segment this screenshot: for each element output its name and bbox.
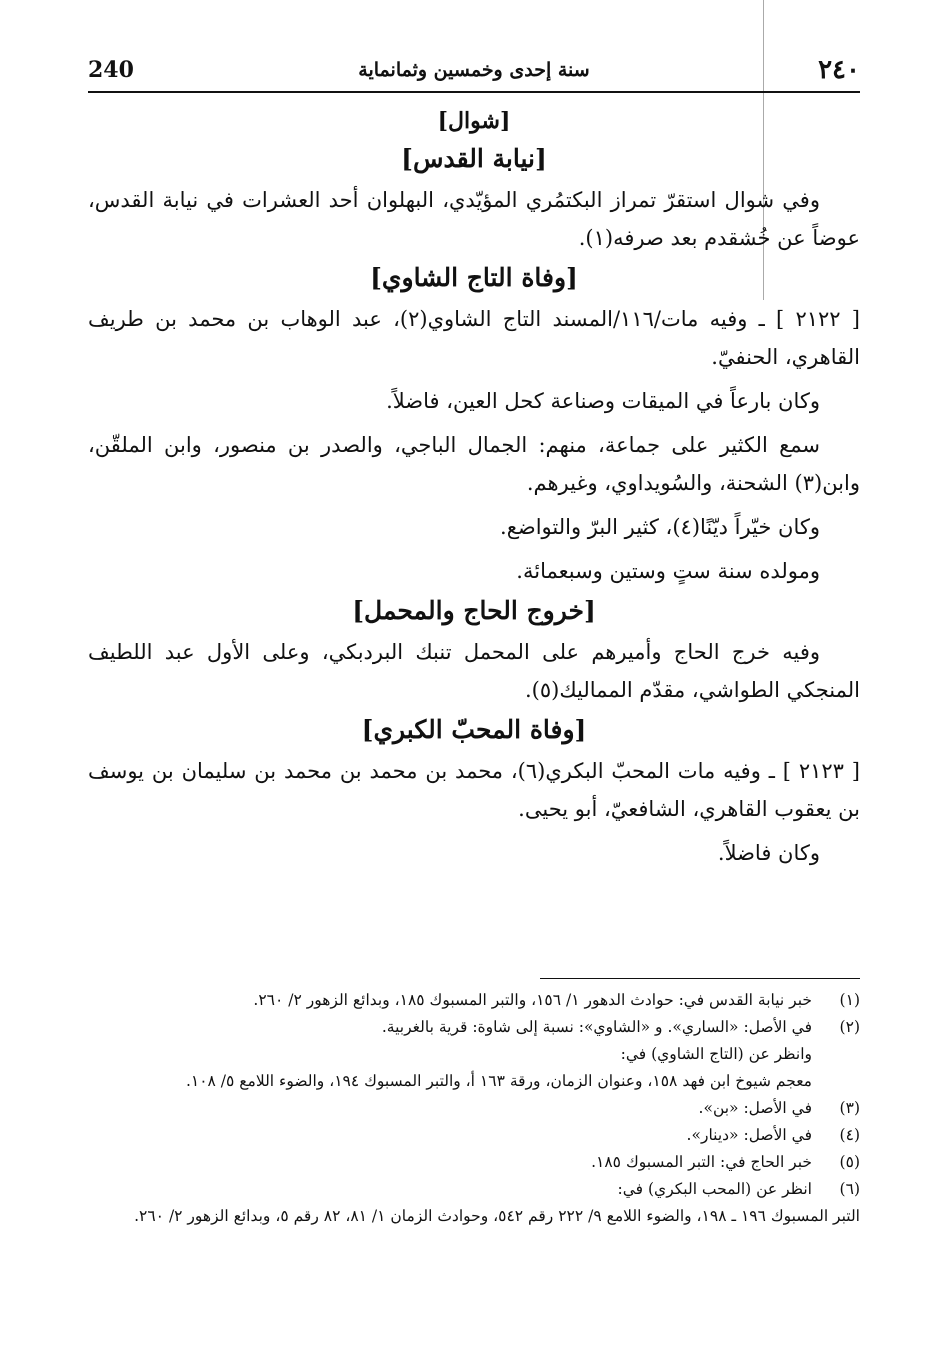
footnote-text: في الأصل: «الساري». و «الشاوي»: نسبة إلى شاوة: قرية بالغربية. <box>381 1018 812 1036</box>
footnote-text: معجم شيوخ ابن فهد ١٥٨، وعنوان الزمان، ورقة ١٦٣ أ، والتبر المسبوك ١٩٤، والضوء اللامع ٥/ ١٠٨. <box>185 1072 812 1090</box>
footnote-continuation <box>88 1203 860 1230</box>
footnote-text: وانظر عن (التاج الشاوي) في: <box>620 1045 812 1063</box>
footnote-text: التبر المسبوك ١٩٦ ـ ١٩٨، والضوء اللامع ٩/ ٢٢٢ رقم ٥٤٢، وحوادث الزمان ١/ ٨١، ٨٢ رقم ٥، وبدائع الزهور ٢/ ٢٦٠. <box>134 1207 860 1225</box>
paragraph: ومولده سنة ستٍ وستين وسبعمائة. <box>516 559 820 583</box>
footnote-number <box>812 1041 860 1068</box>
section-heading: [خروج الحاج والمحمل] <box>352 596 596 625</box>
footnote-number: (٥) <box>839 1153 860 1171</box>
footnote-text: خبر الحاج في: التبر المسبوك ١٨٥. <box>591 1153 812 1171</box>
footnote <box>88 1122 860 1149</box>
footnote-text: انظر عن (المحب البكري) في: <box>617 1180 812 1198</box>
section-heading: [وفاة المحبّ الكبري] <box>361 715 587 744</box>
footnote-number: (٣) <box>839 1099 860 1117</box>
footnote <box>88 1014 860 1041</box>
footnote-continuation <box>88 1068 860 1095</box>
footnote-divider <box>540 978 860 979</box>
paragraph: سمع الكثير على جماعة، منهم: الجمال الباجي، والصدر بن منصور، وابن الملقّن، وابن(٣) الشحنة، والسُويداوي، وغيرهم. <box>88 433 860 495</box>
footnote-continuation <box>88 1041 860 1068</box>
section-heading: [نيابة القدس] <box>401 144 547 173</box>
footnote <box>88 987 860 1014</box>
footnote-number: (٦) <box>839 1180 860 1198</box>
footnotes <box>88 987 860 1230</box>
paragraph: [ ٢١٢٢ ] ـ وفيه مات/١١٦/المسند التاج الشاوي(٢)، عبد الوهاب بن محمد بن طريف القاهري، الحنفيّ. <box>88 307 860 369</box>
paragraph: وكان خيّراً ديّنًا(٤)، كثير البرّ والتواضع. <box>500 515 820 539</box>
footnote <box>88 1149 860 1176</box>
page-header <box>88 55 860 93</box>
paragraph: وكان فاضلاً. <box>717 841 820 865</box>
main-text <box>88 108 860 878</box>
footnote-text: خبر نيابة القدس في: حوادث الدهور ١/ ١٥٦، والتبر المسبوك ١٨٥، وبدائع الزهور ٢/ ٢٦٠. <box>253 991 812 1009</box>
footnote-text: في الأصل: «دينار». <box>686 1126 812 1144</box>
page-number-arabic: ٢٤٠ <box>818 55 860 85</box>
footnote-number: (٤) <box>839 1126 860 1144</box>
paragraph: وفيه خرج الحاج وأميرهم على المحمل تنبك البردبكي، وعلى الأول عبد اللطيف المنجكي الطواشي، مقدّم المماليك(٥). <box>88 640 860 702</box>
footnote <box>88 1095 860 1122</box>
footnote-number: (١) <box>839 991 860 1009</box>
paragraph: [ ٢١٢٣ ] ـ وفيه مات المحبّ البكري(٦)، محمد بن محمد بن محمد بن سليمان بن يوسف بن يعقوب القاهري، الشافعيّ، أبو يحيى. <box>88 759 860 821</box>
page-number-latin: 240 <box>88 57 134 83</box>
section-heading: [وفاة التاج الشاوي] <box>370 263 578 292</box>
month-heading: [شوال] <box>437 108 511 134</box>
running-title: سنة إحدى وخمسين وثمانماية <box>358 59 590 81</box>
footnote-number <box>812 1068 860 1095</box>
paragraph: وكان بارعاً في الميقات وصناعة كحل العين، فاضلاً. <box>386 389 820 413</box>
footnote-text: في الأصل: «بن». <box>698 1099 812 1117</box>
footnote-number: (٢) <box>839 1018 860 1036</box>
footnote <box>88 1176 860 1203</box>
paragraph: وفي شوال استقرّ تمراز البكتمُري المؤيّدي، البهلوان أحد العشرات في نيابة القدس، عوضاً عن خُشقدم بعد صرفه(١). <box>88 188 860 250</box>
